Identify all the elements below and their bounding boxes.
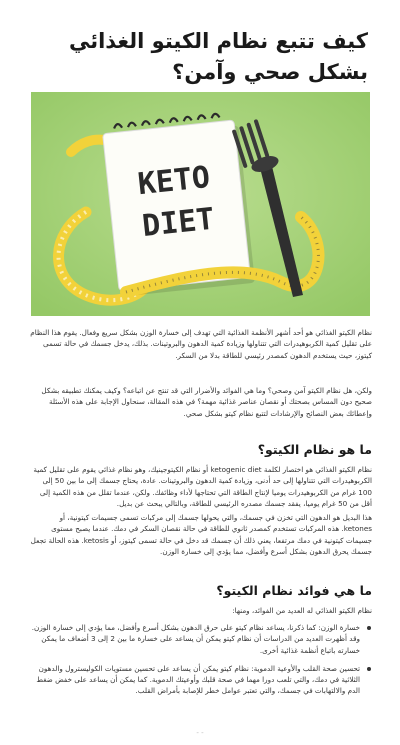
bullet-icon — [367, 626, 371, 630]
benefit-weight-loss: خسارة الوزن: كما ذكرنا، يساعد نظام كيتو على حرق الدهون بشكل أسرع وأفضل، مما يؤدي إلى خسارة الوزن. وقد أظهرت العديد من الدراسات أن نظام كيتو يمكن أن يساعد على خسارة ما بين 2 إلى 3 أضعاف ما يمكن خسارته باتباع أنظمة غذائية أخرى. — [31, 623, 360, 655]
section1-paragraph-1: نظام الكيتو الغذائي هو اختصار لكلمة ketogenic diet أو نظام الكيتوجينيك، وهو نظام غذائي يقوم على تقليل كمية الكربوهيدرات التي تتناولها إلى حد أدنى، وزيادة كمية الدهون والبروتينات. عادة، يحتاج جسمك إلى ما بين 50 إلى 100 غرام من الكربوهيدرات يوميا لإنتاج الطاقة التي تحتاجها لأداء وظائفك. ولكن، عندما تقلل من هذه الكمية إلى أقل من 50 غرام يوميا، يفقد جسمك مصدره الرئيسي للطاقة، وبالتالي يبحث عن بديل. — [33, 465, 372, 508]
section-heading-keto-benefits: ما هي فوائد نظام الكيتو؟ — [216, 583, 372, 598]
page-footer-mark: - - — [196, 729, 204, 737]
section-heading-what-is-keto: ما هو نظام الكيتو؟ — [257, 442, 372, 457]
benefits-list — [28, 622, 372, 704]
bullet-icon — [367, 667, 371, 671]
section1-paragraph-2: هذا البديل هو الدهون التي تخزن في جسمك، والتي يحولها جسمك إلى مركبات تسمى جسيمات كيتونية، أو ketones. هذه المركبات تستخدم كمصدر ثانوي للطاقة في حالة نقصان السكر في دمك. عندما يصبح مستوى جسيمات كيتونية في دمك مرتفعا، يعني ذلك أن جسمك قد دخل في حالة تسمى كيتوز، أو ketosis. هذه الحالة تجعل جسمك يحرق الدهون بشكل أسرع وأفضل، مما يؤدي إلى خسارة الوزن. — [30, 513, 372, 556]
section2-intro: نظام الكيتو الغذائي له العديد من الفوائد، ومنها: — [232, 606, 372, 615]
list-item — [28, 663, 372, 697]
list-item — [28, 622, 372, 656]
notepad-text-diet: DIET — [140, 201, 217, 245]
intro-paragraph-1: نظام الكيتو الغذائي هو أحد أشهر الأنظمة الغذائية التي تهدف إلى خسارة الوزن بشكل سريع وفعال. يقوم هذا النظام على تقليل كمية الكربوهيدرات التي تتناولها وزيادة كمية الدهون والبروتينات. بذلك، يدخل جسمك في حالة تسمى كيتوز، حيث يستخدم الدهون كمصدر رئيسي للطاقة بدلا من السكر. — [30, 328, 372, 360]
article-title: كيف تتبع نظام الكيتو الغذائي بشكل صحي وآمن؟ — [68, 29, 368, 84]
keto-diet-illustration — [31, 92, 370, 316]
hero-image — [31, 92, 370, 316]
benefit-heart-health: تحسين صحة القلب والأوعية الدموية: نظام كيتو يمكن أن يساعد على تحسين مستويات الكوليسترول والدهون الثلاثية في دمك، والتي تلعب دورا مهما في صحة قلبك وأوعيتك الدموية. كما يمكن أن يساعد على خفض ضغط الدم والالتهابات في جسمك، والتي تعتبر عوامل خطر للإصابة بأمراض القلب. — [36, 663, 360, 696]
notepad-text-keto: KETO — [136, 159, 212, 203]
intro-paragraph-2: ولكن، هل نظام الكيتو آمن وصحي؟ وما هي الفوائد والأضرار التي قد تنتج عن اتباعه؟ وكيف يمكنك تطبيقه بشكل صحيح دون المساس بصحتك أو نقصان عناصر غذائية مهمة؟ في هذه المقالة، سنحاول الإجابة على هذه الأسئلة وإعطائك بعض النصائح والإرشادات لتتبع نظام كيتو بشكل صحي. — [41, 386, 372, 418]
